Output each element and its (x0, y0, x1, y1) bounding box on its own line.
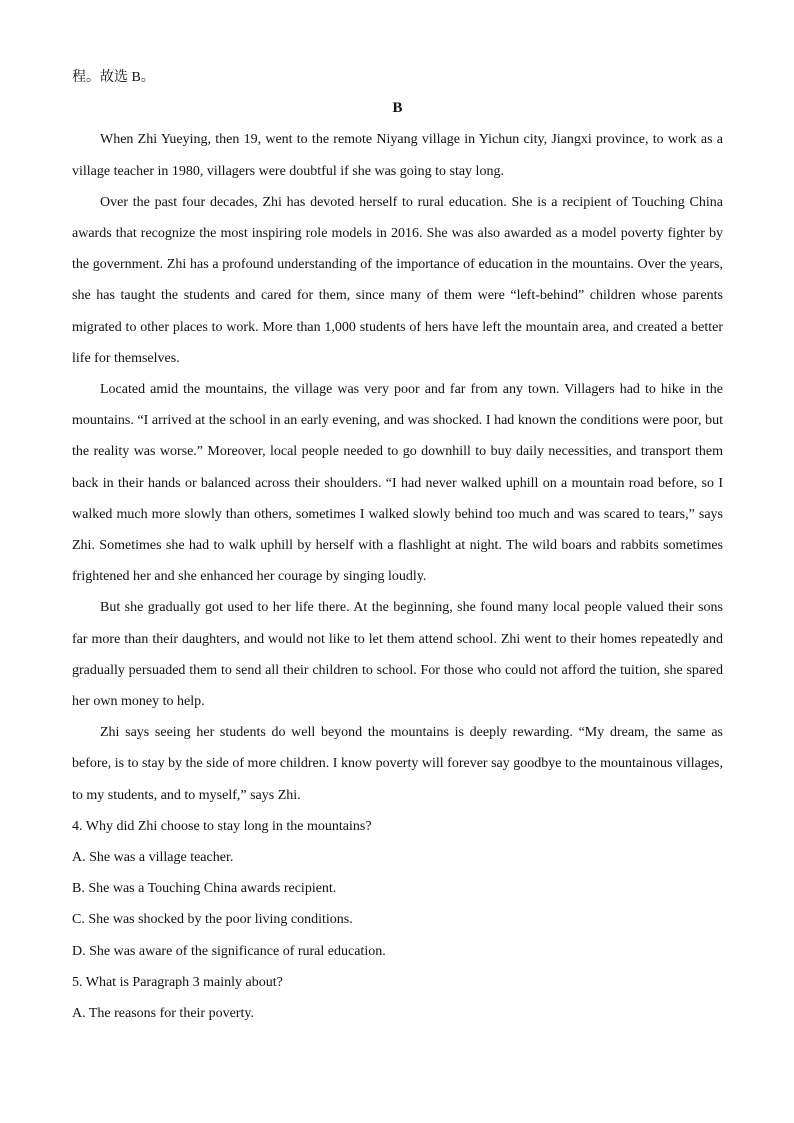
section-title: B (392, 100, 403, 117)
passage-paragraph-5: Zhi says seeing her students do well beyond the mountains is deeply rewarding. “My dream, the same as before, is to stay by the side of more children. I know poverty will forever say goodbye to the mountainous villages, to my students, and to myself,” says Zhi. (72, 725, 723, 803)
answer-option-b: B. She was a Touching China awards recipient. (72, 881, 337, 897)
document-page (72, 62, 723, 1029)
passage-paragraph-2: Over the past four decades, Zhi has devoted herself to rural education. She is a recipient of Touching China awards that recognize the most inspiring role models in 2016. She was also awarded as a model poverty fighter by the government. Zhi has a profound understanding of the importance of education in the mountains. Over the years, she has taught the students and cared for them, since many of them were “left-behind” children whose parents migrated to other places to work. More than 1,000 students of hers have left the mountain area, and created a better life for themselves. (72, 194, 723, 366)
passage-paragraph-4: But she gradually got used to her life there. At the beginning, she found many local people valued their sons far more than their daughters, and would not like to let them attend school. Zhi went to their homes repeatedly and gradually persuaded them to send all their children to school. For those who could not afford the tuition, she spared her own money to help. (72, 600, 723, 710)
question-stem: 5. What is Paragraph 3 mainly about? (72, 974, 283, 990)
answer-option-c: C. She was shocked by the poor living conditions. (72, 912, 353, 928)
answer-option-d: D. She was aware of the significance of rural education. (72, 943, 386, 959)
question-4 (72, 811, 723, 967)
answer-option-a: A. She was a village teacher. (72, 850, 234, 866)
passage-paragraph-3: Located amid the mountains, the village was very poor and far from any town. Villagers had to hike in the mountains. “I arrived at the school in an early evening, and was shocked. I had known the conditions were poor, but the reality was worse.” Moreover, local people needed to go downhill to buy daily necessities, and transport them back in their hands or balanced across their shoulders. “I had never walked uphill on a mountain road before, so I walked much more slowly than others, sometimes I walked slowly behind too much and was scared to tears,” says Zhi. Sometimes she had to walk uphill by herself with a flashlight at night. The wild boars and rabbits sometimes frightened her and she enhanced her courage by singing loudly. (72, 382, 723, 585)
question-stem: 4. Why did Zhi choose to stay long in the mountains? (72, 818, 372, 834)
reading-passage (72, 124, 723, 810)
answer-option-a: A. The reasons for their poverty. (72, 1006, 254, 1022)
question-5 (72, 967, 723, 1029)
intro-line: 程。故选 B。 (72, 70, 155, 85)
passage-paragraph-1: When Zhi Yueying, then 19, went to the remote Niyang village in Yichun city, Jiangxi province, to work as a village teacher in 1980, villagers were doubtful if she was going to stay long. (72, 132, 723, 179)
